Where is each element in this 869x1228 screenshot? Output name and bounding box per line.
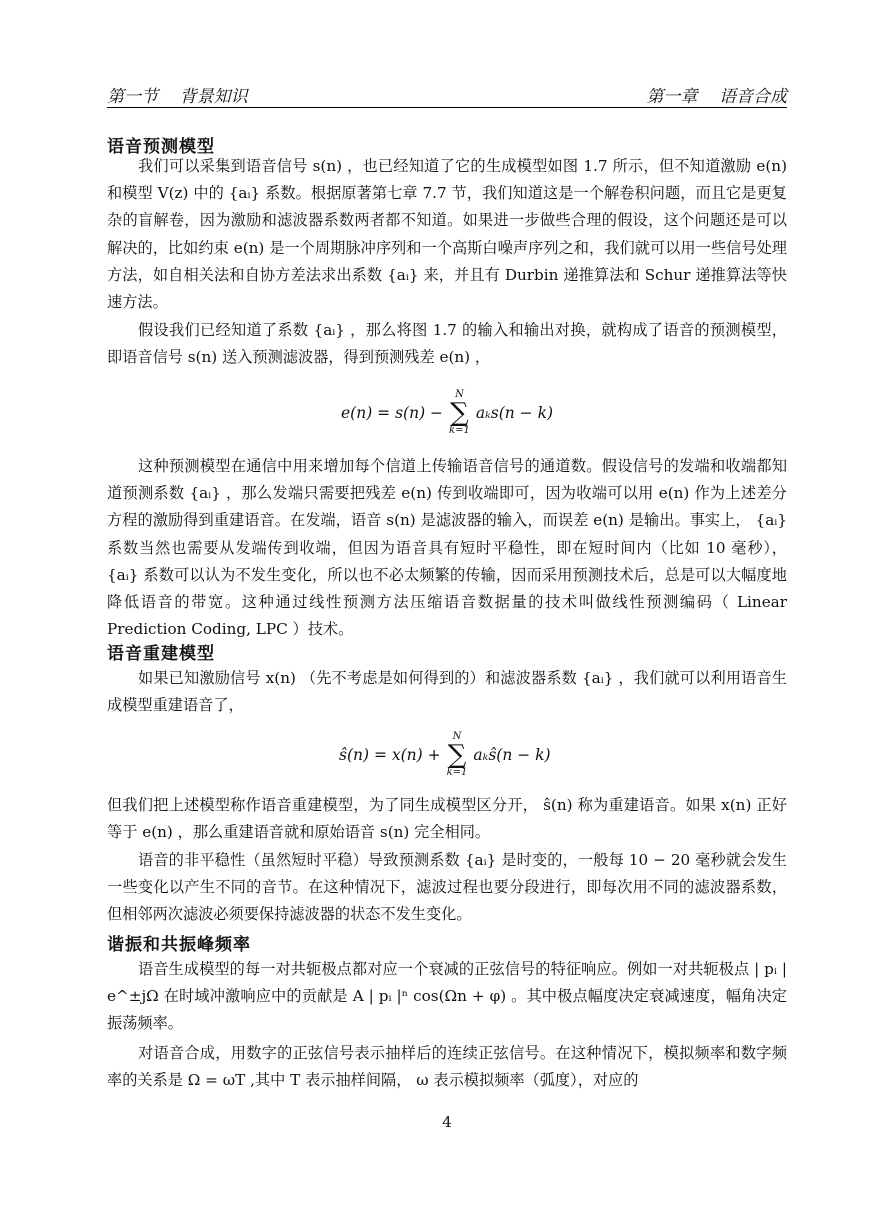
- page-number: 4: [442, 1113, 452, 1131]
- header-rule: [107, 107, 787, 108]
- equation-lhs: e(n) = s(n) −: [341, 404, 444, 422]
- equation-rhs: aₖŝ(n − k): [473, 746, 551, 764]
- header-section: 第一节 背景知识: [107, 87, 248, 107]
- summation-symbol: N ∑ k=1: [449, 389, 470, 436]
- running-header: [107, 82, 787, 108]
- paragraph-reconstruction-1: 如果已知激励信号 x(n) （先不考虑是如何得到的）和滤波器系数 {aᵢ} ，我们就可以利用语音生成模型重建语音了，: [107, 669, 787, 715]
- paragraph-resonance-2: 对语音合成，用数字的正弦信号表示抽样后的连续正弦信号。在这种情况下，模拟频率和数字频率的关系是 Ω = ωT ,其中 T 表示抽样间隔， ω 表示模拟频率（弧度），对应的: [107, 1044, 787, 1090]
- paragraph-prediction-3: 这种预测模型在通信中用来增加每个信道上传输语音信号的通道数。假设信号的发端和收端都知道预测系数 {aᵢ} ，那么发端只需要把残差 e(n) 传到收端即可，因为收端可以用 e(n) 作为上述差分方程的激励得到重建语音。在发端，语音 s(n) 是滤波器的输入，而误差 e(n) 是输出。事实上， {aᵢ} 系数当然也需要从发端传到收端，但因为语音具有短时平稳性，即在短时间内（比如 10 毫秒）， {aᵢ} 系数可以认为不发生变化，所以也不必太频繁的传输，因而采用预测技术后，总是可以大幅度地降低语音的带宽。这种通过线性预测方法压缩语音数据量的技术叫做线性预测编码（ Linear Prediction Coding, LPC ）技术。: [107, 457, 787, 639]
- section-heading-prediction: 语音预测模型: [107, 137, 215, 157]
- paragraph-prediction-1: 我们可以采集到语音信号 s(n) ，也已经知道了它的生成模型如图 1.7 所示，但不知道激励 e(n) 和模型 V(z) 中的 {aᵢ} 系数。根据原著第七章 7.7 节，我们知道这是一个解卷积问题，而且它是更复杂的盲解卷，因为激励和滤波器系数两者都不知道。如果进一步做些合理的假设，这个问题还是可以解决的，比如约束 e(n) 是一个周期脉冲序列和一个高斯白噪声序列之和，我们就可以用一些信号处理方法，如自相关法和自协方差法求出系数 {aᵢ} 来，并且有 Durbin 递推算法和 Schur 递推算法等快速方法。: [107, 157, 787, 312]
- section-heading-reconstruction: 语音重建模型: [107, 644, 215, 664]
- paragraph-resonance-1: 语音生成模型的每一对共轭极点都对应一个衰减的正弦信号的特征响应。例如一对共轭极点 | pᵢ | e^±jΩ 在时域冲激响应中的贡献是 A | pᵢ |ⁿ cos(Ωn + φ) 。其中极点幅度决定衰减速度，幅角决定振荡频率。: [107, 960, 787, 1033]
- sum-lower-limit: k=1: [449, 425, 470, 436]
- equation-reconstruction: [107, 725, 787, 785]
- sum-upper-limit: N: [455, 389, 464, 400]
- sum-upper-limit: N: [452, 731, 462, 742]
- sum-lower-limit: k=1: [446, 767, 468, 778]
- equation-prediction: [107, 383, 787, 443]
- equation-lhs: ŝ(n) = x(n) +: [339, 746, 441, 764]
- header-chapter: 第一章 语音合成: [646, 87, 787, 107]
- summation-symbol: N ∑ k=1: [446, 731, 468, 778]
- equation-rhs: aₖs(n − k): [475, 404, 554, 422]
- paragraph-prediction-2: 假设我们已经知道了系数 {aᵢ} ，那么将图 1.7 的输入和输出对换，就构成了语音的预测模型，即语音信号 s(n) 送入预测滤波器，得到预测残差 e(n) ，: [107, 321, 787, 367]
- paragraph-reconstruction-3: 语音的非平稳性（虽然短时平稳）导致预测系数 {aᵢ} 是时变的，一般每 10 − 20 毫秒就会发生一些变化以产生不同的音节。在这种情况下，滤波过程也要分段进行，即每次用不同的滤波器系数，但相邻两次滤波必须要保持滤波器的状态不发生变化。: [107, 851, 787, 924]
- paragraph-reconstruction-2: 但我们把上述模型称作语音重建模型，为了同生成模型区分开， ŝ(n) 称为重建语音。如果 x(n) 正好等于 e(n) ，那么重建语音就和原始语音 s(n) 完全相同。: [107, 796, 787, 842]
- section-heading-resonance: 谐振和共振峰频率: [107, 935, 251, 955]
